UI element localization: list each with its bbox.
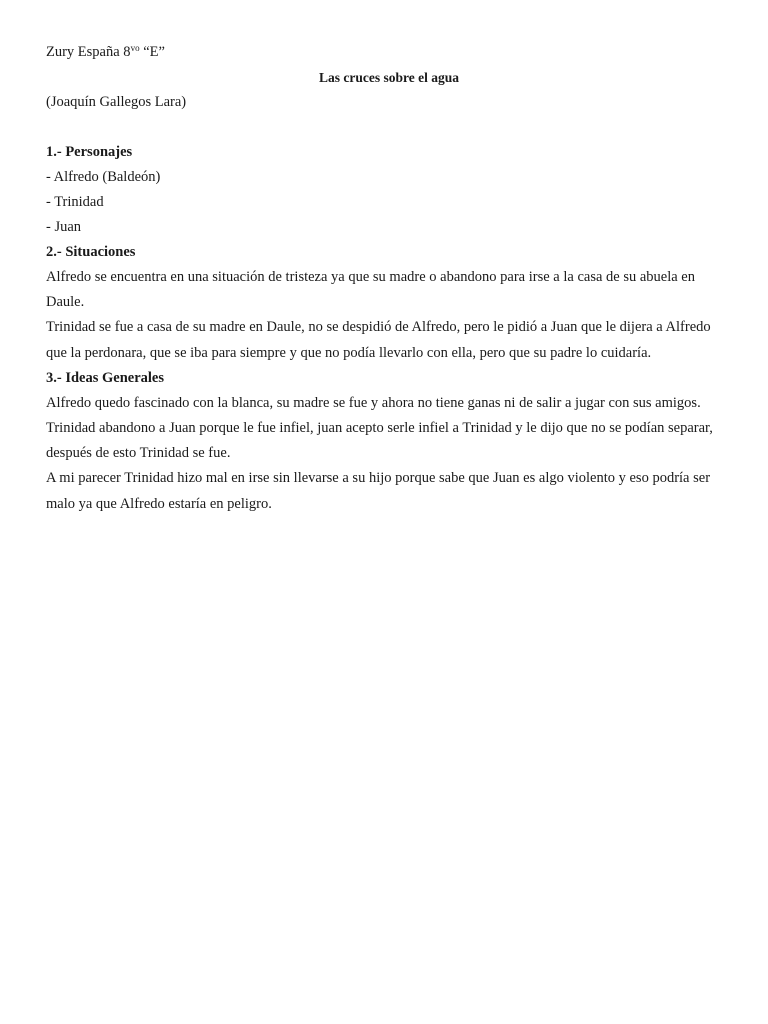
author-name: Zury España 8 [46,44,131,60]
heading-ideas-generales: 3.- Ideas Generales [46,369,164,386]
paragraph: Trinidad se fue a casa de su madre en Daule, no se despidió de Alfredo, pero le pidió a Juan que le dijera a Alfredo que la perdonara, que se iba para siempre y que no podía llevarlo con ella, pero que su padre lo cuidaría. [46,319,711,361]
document-page [46,40,732,517]
heading-personajes: 1.- Personajes [46,144,133,160]
paragraph: Alfredo se encuentra en una situación de tristeza ya que su madre o abandono para irse a la casa de su abuela en Daule. [46,269,695,311]
grade-superscript: vo [130,43,140,53]
paragraph: Alfredo quedo fascinado con la blanca, su madre se fue y ahora no tiene ganas ni de salir a jugar con sus amigos. [46,394,701,411]
grade-section: “E” [139,44,165,60]
author-line [46,40,732,65]
blank-line [46,115,732,140]
paragraph: A mi parecer Trinidad hizo mal en irse sin llevarse a su hijo porque sabe que Juan es algo violento y eso podría ser malo ya que Alfredo estaría en peligro. [46,470,711,512]
book-author: (Joaquín Gallegos Lara) [46,94,187,110]
heading-situaciones: 2.- Situaciones [46,244,136,260]
document-title: Las cruces sobre el agua [319,70,459,85]
list-item: - Trinidad [46,194,104,210]
list-item: - Juan [46,219,82,235]
list-item: - Alfredo (Baldeón) [46,169,161,185]
paragraph: Trinidad abandono a Juan porque le fue infiel, juan acepto serle infiel a Trinidad y le dijo que no se podían separar, después de esto Trinidad se fue. [46,420,713,462]
